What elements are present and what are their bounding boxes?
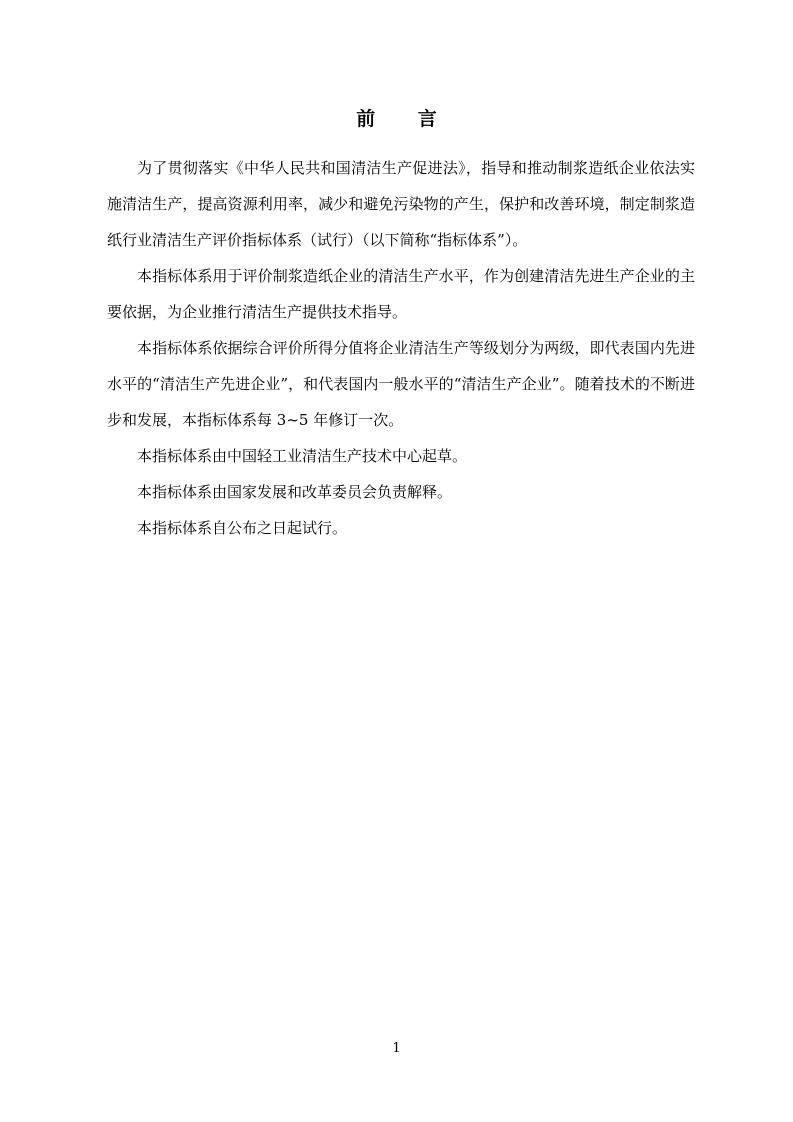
paragraph-drafter: 本指标体系由中国轻工业清洁生产技术中心起草。 xyxy=(137,447,468,465)
document-body xyxy=(107,150,695,546)
paragraph-effective: 本指标体系自公布之日起试行。 xyxy=(137,519,348,537)
page-number: 1 xyxy=(392,1041,401,1056)
paragraph-usage: 本指标体系用于评价制浆造纸企业的清洁生产水平，作为创建清洁先进生产企业的主要依据，为企业推行清洁生产提供技术指导。 xyxy=(107,267,695,321)
paragraph-interpretation: 本指标体系由国家发展和改革委员会负责解释。 xyxy=(137,483,453,501)
page-title: 前 言 xyxy=(356,108,455,130)
paragraph-purpose: 为了贯彻落实《中华人民共和国清洁生产促进法》，指导和推动制浆造纸企业依法实施清洁生产，提高资源利用率，减少和避免污染物的产生，保护和改善环境，制定制浆造纸行业清洁生产评价指标体系（试行）（以下简称“指标体系”）。 xyxy=(107,159,695,249)
paragraph-grading: 本指标体系依据综合评价所得分值将企业清洁生产等级划分为两级，即代表国内先进水平的“清洁生产先进企业”，和代表国内一般水平的“清洁生产企业”。随着技术的不断进步和发展，本指标体系每 3~5 年修订一次。 xyxy=(107,339,695,429)
